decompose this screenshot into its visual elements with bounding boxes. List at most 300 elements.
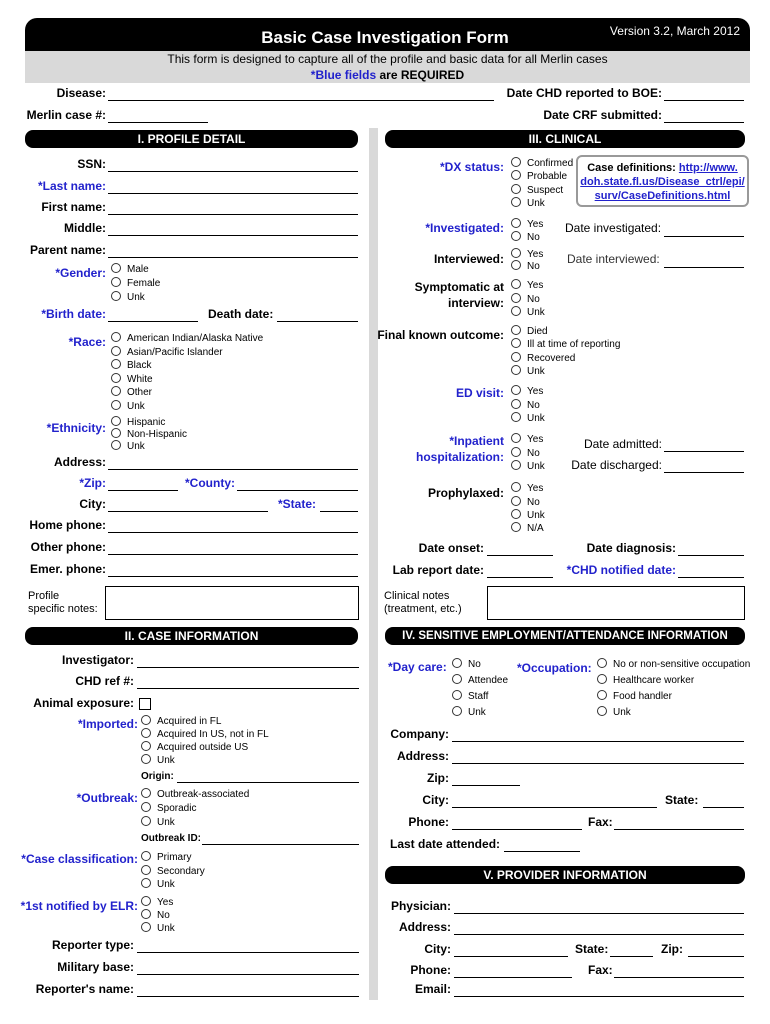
ed-visit-label: ED visit: (455, 386, 504, 400)
death-date-field[interactable] (277, 321, 358, 322)
radio-icon (511, 218, 521, 228)
company-field[interactable] (452, 741, 744, 742)
outbreak-id-field[interactable] (202, 844, 359, 845)
ethnicity-option-unk[interactable] (111, 440, 145, 453)
death-date-label: Death date: (208, 307, 274, 321)
option-label: Probable (527, 171, 568, 182)
investigator-field[interactable] (137, 667, 359, 668)
race-label: *Race: (68, 335, 106, 349)
provider-address-label: Address: (398, 920, 451, 934)
employer-zip-label: Zip: (427, 771, 449, 785)
option-label: Unk (527, 198, 545, 209)
employer-address-field[interactable] (452, 763, 744, 764)
option-label: Male (127, 264, 149, 275)
inpatient-label-line1: *Inpatient (449, 434, 504, 448)
required-note (25, 67, 750, 83)
radio-icon (452, 690, 462, 700)
ed-option-unk[interactable] (511, 412, 545, 425)
gender-option-male[interactable] (111, 263, 149, 276)
option-label: Acquired outside US (157, 742, 249, 753)
animal-exposure-checkbox[interactable] (139, 698, 151, 710)
radio-icon (452, 674, 462, 684)
option-label: Acquired In US, not in FL (157, 729, 269, 740)
case-definitions-link-2[interactable]: doh.state.fl.us/Disease_ctrl/epi/ (580, 176, 745, 188)
outcome-option-died[interactable] (511, 325, 548, 338)
radio-icon (141, 741, 151, 751)
last-name-field[interactable] (108, 193, 358, 194)
inpatient-label (380, 434, 504, 464)
radio-icon (511, 325, 521, 335)
outbreak-option-associated[interactable] (141, 788, 249, 801)
chd-ref-field[interactable] (137, 688, 359, 689)
last-date-attended-label: Last date attended: (390, 837, 501, 851)
radio-icon (111, 277, 121, 287)
radio-icon (511, 482, 521, 492)
physician-field[interactable] (454, 913, 744, 914)
imported-label: *Imported: (78, 717, 138, 731)
symptomatic-label-line2: interview: (447, 296, 504, 310)
crf-label: Date CRF submitted: (543, 108, 662, 122)
option-label: Hispanic (127, 417, 166, 428)
date-discharged-field[interactable] (664, 472, 744, 473)
employer-phone-field[interactable] (452, 829, 582, 830)
radio-icon (511, 433, 521, 443)
radio-icon (511, 279, 521, 289)
employer-state-field[interactable] (703, 807, 744, 808)
outbreak-label: *Outbreak: (76, 791, 138, 805)
option-label: Unk (157, 879, 175, 890)
radio-icon (597, 674, 607, 684)
date-onset-label: Date onset: (418, 541, 484, 555)
provider-city-field[interactable] (454, 956, 568, 957)
provider-address-field[interactable] (454, 934, 744, 935)
outcome-option-recovered[interactable] (511, 352, 575, 365)
investigated-option-yes[interactable] (511, 218, 543, 231)
date-admitted-label: Date admitted: (583, 437, 662, 451)
option-label: Unk (527, 413, 545, 424)
provider-fax-field[interactable] (614, 977, 744, 978)
radio-icon (141, 728, 151, 738)
date-interviewed-label: Date interviewed: (567, 252, 660, 266)
radio-icon (111, 386, 121, 396)
occupation-option-healthcare[interactable] (597, 674, 694, 687)
employer-fax-label: Fax: (588, 815, 613, 829)
occupation-option-unk[interactable] (597, 706, 631, 719)
option-label: Healthcare worker (613, 675, 695, 686)
date-discharged-label: Date discharged: (571, 458, 662, 472)
column-divider (369, 128, 378, 1000)
home-phone-field[interactable] (108, 532, 358, 533)
race-option-asian[interactable] (111, 346, 223, 359)
date-diagnosis-field[interactable] (678, 555, 744, 556)
dx-option-unk[interactable] (511, 197, 545, 210)
classification-option-primary[interactable] (141, 851, 191, 864)
elr-label: *1st notified by ELR: (20, 899, 138, 913)
occupation-option-food[interactable] (597, 690, 672, 703)
case-definitions-label: Case definitions: (587, 162, 679, 174)
imported-option-unk[interactable] (141, 754, 175, 767)
radio-icon (511, 385, 521, 395)
option-label: No or non-sensitive occupation (613, 659, 751, 670)
origin-field[interactable] (177, 782, 359, 783)
option-label: No (527, 400, 540, 411)
employer-phone-label: Phone: (408, 815, 449, 829)
first-name-label: First name: (41, 200, 106, 214)
case-info-heading: II. CASE INFORMATION (25, 627, 358, 645)
merlin-field[interactable] (108, 122, 208, 123)
race-option-black[interactable] (111, 359, 151, 372)
inpatient-option-yes[interactable] (511, 433, 543, 446)
prophy-option-unk[interactable] (511, 509, 545, 522)
race-option-unk[interactable] (111, 400, 145, 413)
employer-state-label: State: (665, 793, 699, 807)
outbreak-option-unk[interactable] (141, 816, 175, 829)
radio-icon (111, 346, 121, 356)
gender-option-female[interactable] (111, 277, 160, 290)
profile-heading: I. PROFILE DETAIL (25, 130, 358, 148)
radio-icon (111, 416, 121, 426)
reporter-name-field[interactable] (137, 996, 359, 997)
radio-icon (511, 352, 521, 362)
radio-icon (141, 754, 151, 764)
radio-icon (511, 365, 521, 375)
case-definitions-link-3[interactable]: surv/CaseDefinitions.html (594, 190, 731, 202)
physician-label: Physician: (390, 899, 451, 913)
provider-zip-field[interactable] (688, 956, 744, 957)
other-phone-field[interactable] (108, 554, 358, 555)
option-label: Primary (157, 852, 192, 863)
chd-ref-label: CHD ref #: (75, 674, 134, 688)
date-investigated-field[interactable] (664, 236, 744, 237)
clinical-notes-box[interactable] (487, 586, 745, 620)
employer-city-field[interactable] (452, 807, 657, 808)
daycare-option-staff[interactable] (452, 690, 488, 703)
option-label: Suspect (527, 185, 564, 196)
investigated-option-no[interactable] (511, 231, 540, 244)
option-label: Other (127, 387, 153, 398)
middle-field[interactable] (108, 235, 358, 236)
form-subtitle: This form is designed to capture all of the profile and basic data for all Merlin cases (25, 51, 750, 67)
form-title: Basic Case Investigation Form (261, 28, 509, 47)
option-label: Ill at time of reporting (527, 339, 621, 350)
dx-option-confirmed[interactable] (511, 157, 573, 170)
radio-icon (141, 715, 151, 725)
reporter-type-label: Reporter type: (51, 938, 134, 952)
daycare-option-unk[interactable] (452, 706, 486, 719)
race-option-aian[interactable] (111, 332, 263, 345)
outbreak-option-sporadic[interactable] (141, 802, 196, 815)
ed-option-no[interactable] (511, 399, 540, 412)
radio-icon (141, 851, 151, 861)
dx-option-probable[interactable] (511, 170, 567, 183)
daycare-option-no[interactable] (452, 658, 481, 671)
option-label: Food handler (613, 691, 672, 702)
provider-state-field[interactable] (610, 956, 653, 957)
option-label: Unk (127, 441, 145, 452)
option-label: Acquired in FL (157, 716, 222, 727)
radio-icon (141, 878, 151, 888)
state-field[interactable] (320, 511, 358, 512)
radio-icon (511, 338, 521, 348)
outbreak-id-label: Outbreak ID: (141, 833, 202, 844)
case-definitions-link-1[interactable]: http://www. (678, 162, 738, 174)
gender-label: *Gender: (55, 266, 106, 280)
option-label: Female (127, 278, 161, 289)
interviewed-label: Interviewed: (433, 252, 504, 266)
option-label: Yes (527, 434, 544, 445)
radio-icon (511, 231, 521, 241)
radio-icon (111, 359, 121, 369)
radio-icon (511, 447, 521, 457)
form-version: Version 3.2, March 2012 (609, 24, 740, 38)
occupation-label: *Occupation: (517, 661, 592, 675)
option-label: Unk (527, 366, 545, 377)
radio-icon (511, 460, 521, 470)
investigated-label: *Investigated: (425, 221, 504, 235)
imported-option-us[interactable] (141, 728, 269, 741)
required-note-blue: *Blue fields (310, 68, 377, 82)
origin-label: Origin: (141, 771, 174, 782)
race-option-other[interactable] (111, 386, 152, 399)
option-label: Attendee (468, 675, 509, 686)
date-interviewed-field[interactable] (664, 267, 744, 268)
option-label: Outbreak-associated (157, 789, 250, 800)
option-label: Unk (527, 307, 545, 318)
option-label: Unk (613, 707, 631, 718)
provider-zip-label: Zip: (661, 942, 683, 956)
option-label: Yes (527, 280, 544, 291)
employer-fax-field[interactable] (614, 829, 744, 830)
radio-icon (141, 816, 151, 826)
option-label: Sporadic (157, 803, 197, 814)
date-admitted-field[interactable] (664, 451, 744, 452)
ethnicity-label: *Ethnicity: (46, 421, 106, 435)
radio-icon (141, 802, 151, 812)
chd-boe-label: Date CHD reported to BOE: (506, 86, 662, 100)
dx-option-suspect[interactable] (511, 184, 563, 197)
radio-icon (511, 306, 521, 316)
classification-option-unk[interactable] (141, 878, 175, 891)
occupation-option-none[interactable] (597, 658, 750, 671)
clinical-notes-label-line2: (treatment, etc.) (384, 603, 462, 615)
other-phone-label: Other phone: (30, 540, 106, 554)
elr-option-yes[interactable] (141, 896, 173, 909)
middle-label: Middle: (64, 221, 106, 235)
inpatient-label-line2: hospitalization: (416, 450, 504, 464)
county-label: *County: (185, 476, 235, 490)
option-label: Unk (468, 707, 486, 718)
reporter-name-label: Reporter's name: (35, 982, 134, 996)
option-label: Yes (157, 897, 174, 908)
profile-notes-box[interactable] (105, 586, 359, 620)
radio-icon (511, 496, 521, 506)
sensitive-heading: IV. SENSITIVE EMPLOYMENT/ATTENDANCE INFORMATION (385, 627, 745, 645)
provider-email-label: Email: (414, 982, 451, 996)
option-label: American Indian/Alaska Native (127, 333, 264, 344)
parent-field[interactable] (108, 257, 358, 258)
employer-address-label: Address: (396, 749, 449, 763)
radio-icon (511, 197, 521, 207)
option-label: No (527, 448, 540, 459)
last-name-label: *Last name: (37, 179, 106, 193)
option-label: No (468, 659, 481, 670)
option-label: Unk (527, 510, 545, 521)
final-outcome-label: Final known outcome: (377, 328, 504, 342)
radio-icon (511, 293, 521, 303)
ed-option-yes[interactable] (511, 385, 543, 398)
radio-icon (452, 706, 462, 716)
clinical-heading: III. CLINICAL (385, 130, 745, 148)
provider-state-label: State: (575, 942, 609, 956)
county-field[interactable] (237, 490, 358, 491)
state-label: *State: (278, 497, 317, 511)
radio-icon (511, 260, 521, 270)
symptomatic-label-line1: Symptomatic at (414, 280, 504, 294)
option-label: Yes (527, 386, 544, 397)
date-diagnosis-label: Date diagnosis: (586, 541, 676, 555)
prophy-option-yes[interactable] (511, 482, 543, 495)
last-date-attended-field[interactable] (504, 851, 580, 852)
elr-option-no[interactable] (141, 909, 170, 922)
zip-label: *Zip: (79, 476, 106, 490)
option-label: Recovered (527, 353, 576, 364)
first-name-field[interactable] (108, 214, 358, 215)
date-investigated-label: Date investigated: (565, 221, 662, 235)
merlin-label: Merlin case #: (26, 108, 106, 122)
radio-icon (111, 373, 121, 383)
profile-notes-label-line2: specific notes: (28, 603, 98, 615)
option-label: Black (127, 360, 152, 371)
lab-report-date-label: Lab report date: (392, 563, 484, 577)
employer-city-label: City: (422, 793, 449, 807)
race-option-white[interactable] (111, 373, 153, 386)
birth-date-field[interactable] (108, 321, 198, 322)
lab-report-date-field[interactable] (487, 577, 553, 578)
zip-field[interactable] (108, 490, 178, 491)
chd-boe-field[interactable] (664, 100, 744, 101)
case-classification-label: *Case classification: (21, 852, 138, 866)
option-label: Non-Hispanic (127, 429, 188, 440)
radio-icon (511, 509, 521, 519)
elr-option-unk[interactable] (141, 922, 175, 935)
prophy-option-na[interactable] (511, 522, 544, 535)
radio-icon (141, 788, 151, 798)
radio-icon (141, 909, 151, 919)
radio-icon (597, 658, 607, 668)
option-label: Asian/Pacific Islander (127, 347, 223, 358)
radio-icon (111, 440, 121, 450)
radio-icon (141, 865, 151, 875)
interviewed-option-no[interactable] (511, 260, 540, 273)
radio-icon (511, 522, 521, 532)
option-label: Unk (527, 461, 545, 472)
prophy-option-no[interactable] (511, 496, 540, 509)
animal-exposure-label: Animal exposure: (33, 696, 134, 710)
provider-email-field[interactable] (454, 996, 744, 997)
provider-phone-label: Phone: (410, 963, 451, 977)
radio-icon (511, 399, 521, 409)
radio-icon (511, 170, 521, 180)
ssn-field[interactable] (108, 171, 358, 172)
radio-icon (111, 428, 121, 438)
reporter-type-field[interactable] (137, 952, 359, 953)
provider-fax-label: Fax: (588, 963, 613, 977)
symptomatic-option-no[interactable] (511, 293, 540, 306)
option-label: Unk (157, 817, 175, 828)
option-label: Confirmed (527, 158, 574, 169)
option-label: Secondary (157, 866, 205, 877)
chd-notified-field[interactable] (678, 577, 744, 578)
city-label: City: (79, 497, 106, 511)
home-phone-label: Home phone: (29, 518, 106, 532)
radio-icon (511, 412, 521, 422)
radio-icon (111, 263, 121, 273)
outcome-option-ill[interactable] (511, 338, 620, 351)
radio-icon (111, 291, 121, 301)
company-label: Company: (390, 727, 449, 741)
address-field[interactable] (108, 469, 358, 470)
required-note-rest: are REQUIRED (376, 68, 465, 82)
option-label: Staff (468, 691, 489, 702)
option-label: White (127, 374, 153, 385)
emer-phone-field[interactable] (108, 576, 358, 577)
radio-icon (111, 332, 121, 342)
symptomatic-label (380, 280, 504, 310)
option-label: Yes (527, 483, 544, 494)
radio-icon (141, 896, 151, 906)
classification-option-secondary[interactable] (141, 865, 205, 878)
disease-label: Disease: (56, 86, 106, 100)
military-base-label: Military base: (57, 960, 134, 974)
symptomatic-option-yes[interactable] (511, 279, 543, 292)
provider-city-label: City: (424, 942, 451, 956)
radio-icon (597, 690, 607, 700)
parent-label: Parent name: (29, 243, 106, 257)
profile-notes-label-line1: Profile (28, 590, 60, 602)
radio-icon (452, 658, 462, 668)
radio-icon (511, 248, 521, 258)
military-base-field[interactable] (137, 974, 359, 975)
option-label: Unk (127, 292, 145, 303)
gender-option-unk[interactable] (111, 291, 145, 304)
option-label: Unk (157, 755, 175, 766)
symptomatic-option-unk[interactable] (511, 306, 545, 319)
crf-field[interactable] (664, 122, 744, 123)
outcome-option-unk[interactable] (511, 365, 545, 378)
radio-icon (111, 400, 121, 410)
imported-option-fl[interactable] (141, 715, 221, 728)
employer-zip-field[interactable] (452, 785, 520, 786)
imported-option-outside[interactable] (141, 741, 248, 754)
radio-icon (511, 184, 521, 194)
chd-notified-label: *CHD notified date: (566, 563, 676, 577)
city-field[interactable] (108, 511, 268, 512)
option-label: Yes (527, 249, 544, 260)
option-label: Yes (527, 219, 544, 230)
option-label: No (157, 910, 170, 921)
option-label: No (527, 232, 540, 243)
inpatient-option-no[interactable] (511, 447, 540, 460)
option-label: Died (527, 326, 548, 337)
profile-notes-label (28, 590, 98, 616)
provider-phone-field[interactable] (454, 977, 572, 978)
radio-icon (597, 706, 607, 716)
date-onset-field[interactable] (487, 555, 553, 556)
disease-field[interactable] (108, 100, 494, 101)
day-care-label: *Day care: (388, 660, 447, 674)
radio-icon (511, 157, 521, 167)
daycare-option-attendee[interactable] (452, 674, 508, 687)
